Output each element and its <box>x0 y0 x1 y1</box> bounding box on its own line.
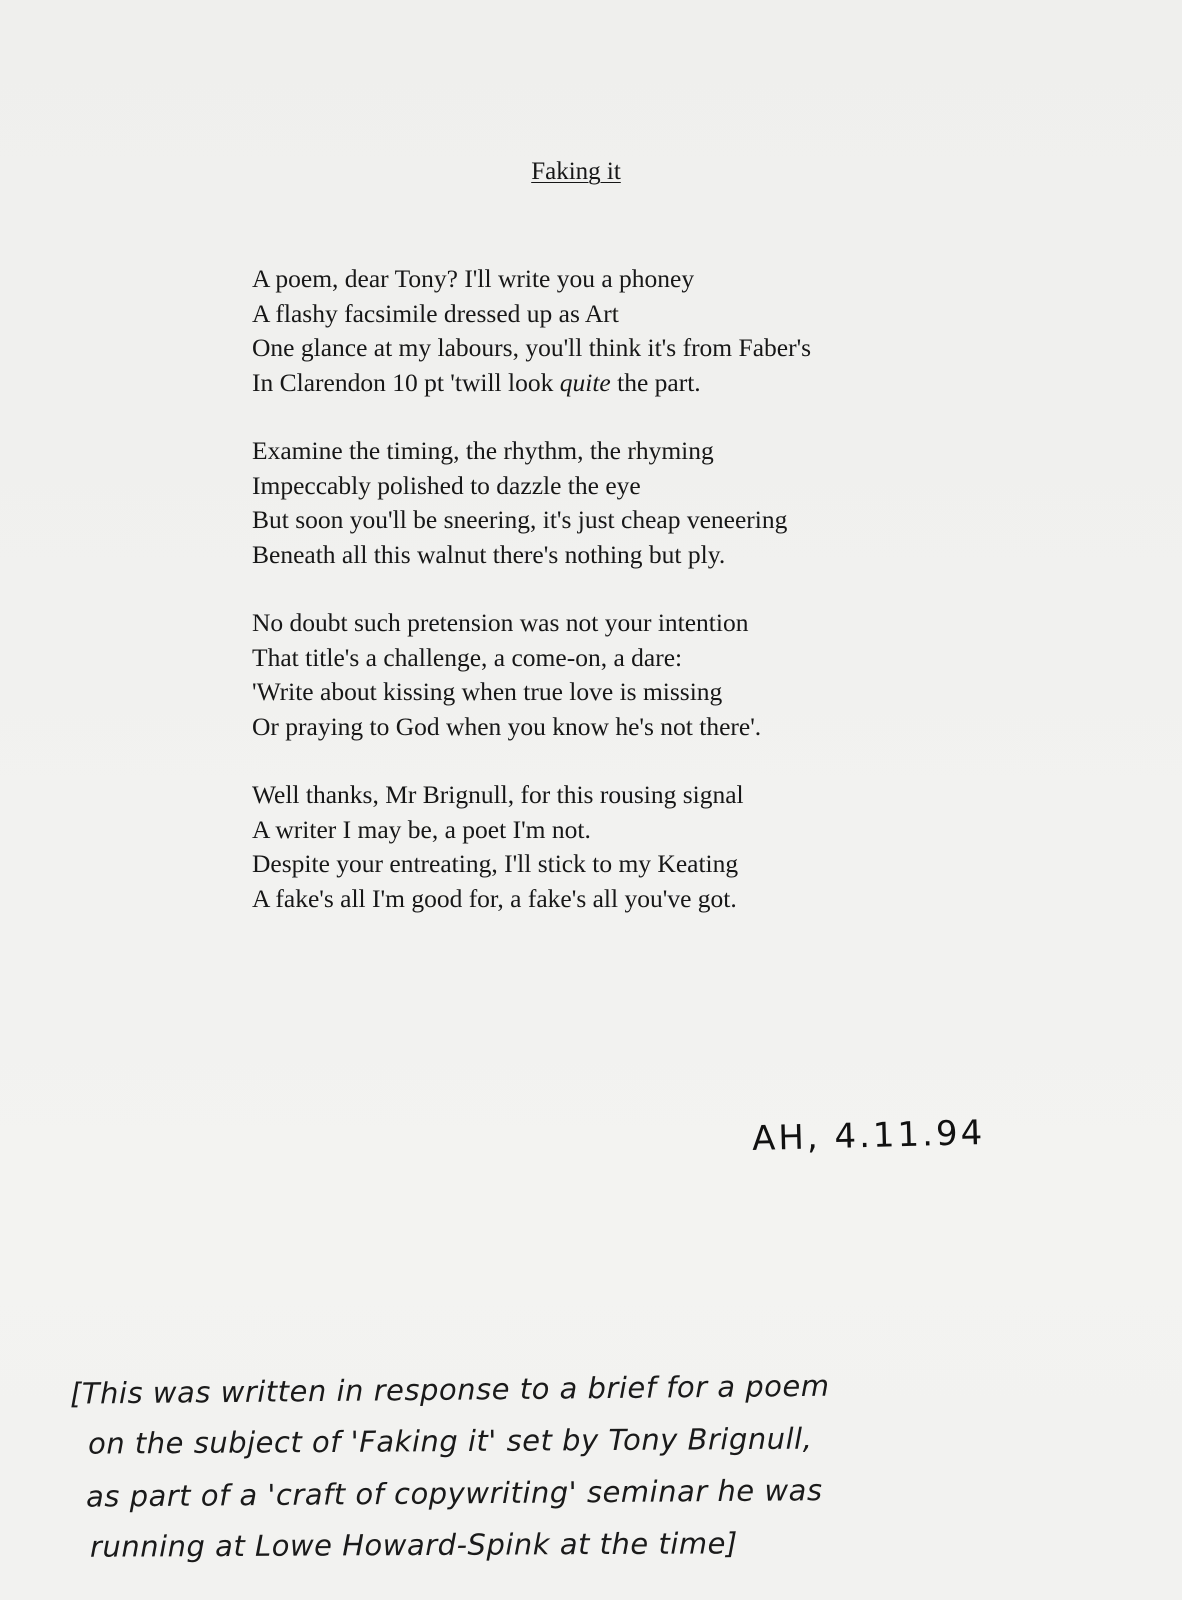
stanza-1 <box>252 262 1012 400</box>
handwritten-signature-date: AH, 4.11.94 <box>751 1112 986 1160</box>
stanza-2 <box>252 434 1012 572</box>
poem-line: Beneath all this walnut there's nothing but ply. <box>252 539 726 569</box>
poem-line: That title's a challenge, a come-on, a dare: <box>252 642 683 672</box>
note-line: running at Lowe Howard-Spink at the time] <box>89 1526 738 1564</box>
poem-line: A fake's all I'm good for, a fake's all you've got. <box>252 883 737 913</box>
poem-line-italic-word: quite <box>559 367 611 397</box>
poem-title: Faking it <box>531 158 621 185</box>
poem-body <box>252 262 1012 950</box>
poem-line: A writer I may be, a poet I'm not. <box>252 814 591 844</box>
stanza-3 <box>252 606 1012 744</box>
handwritten-note <box>70 1362 1150 1570</box>
stanza-4 <box>252 778 1012 916</box>
poem-line: Impeccably polished to dazzle the eye <box>252 470 641 500</box>
note-line: [This was written in response to a brief for a poem <box>69 1368 830 1411</box>
poem-line: Or praying to God when you know he's not there'. <box>252 711 762 741</box>
poem-line: One glance at my labours, you'll think it's from Faber's <box>252 333 812 362</box>
poem-line: Despite your entreating, I'll stick to my Keating <box>252 849 739 878</box>
poem-line-after-italic: the part. <box>610 367 701 397</box>
poem-line: Examine the timing, the rhythm, the rhyming <box>252 436 714 465</box>
poem-line: A poem, dear Tony? I'll write you a phoney <box>252 264 695 293</box>
poem-line: Well thanks, Mr Brignull, for this rousing signal <box>252 780 744 809</box>
poem-line <box>252 366 1012 401</box>
poem-line: A flashy facsimile dressed up as Art <box>252 298 619 328</box>
poem-line: 'Write about kissing when true love is missing <box>252 677 723 706</box>
poem-line: But soon you'll be sneering, it's just cheap veneering <box>252 505 788 534</box>
note-line: as part of a 'craft of copywriting' seminar he was <box>85 1473 823 1514</box>
poem-line: No doubt such pretension was not your intention <box>252 608 749 637</box>
note-line: on the subject of 'Faking it' set by Tony Brignull, <box>87 1421 813 1461</box>
poem-line-before-italic: In Clarendon 10 pt 'twill look <box>252 367 560 397</box>
